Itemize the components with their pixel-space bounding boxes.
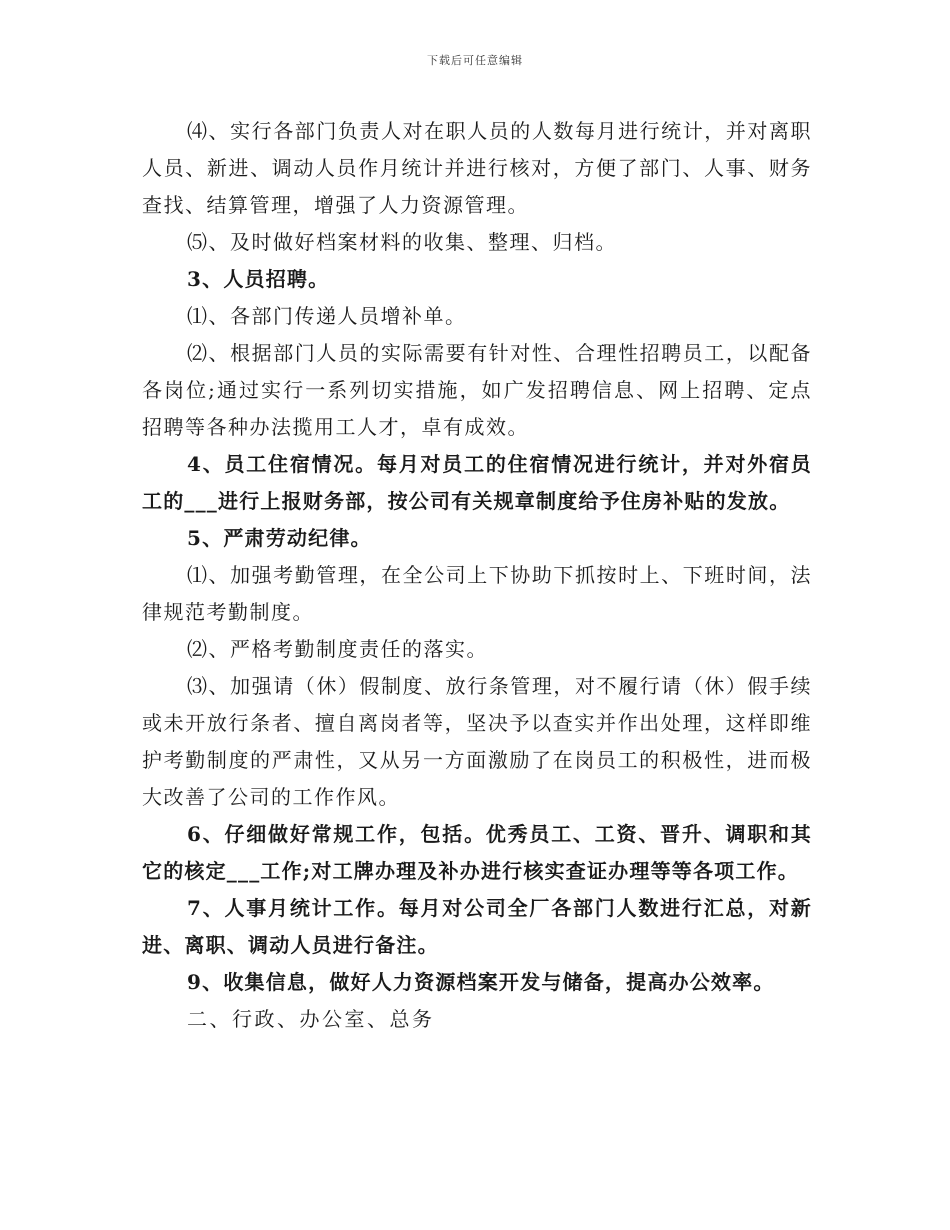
chapter-heading-administration: 二、行政、办公室、总务 bbox=[187, 1007, 435, 1031]
paragraph-1-attendance-management: ⑴、加强考勤管理，在全公司上下协助下抓按时上、下班时间，法律规范考勤制度。 bbox=[142, 563, 812, 624]
paragraph-1-staffing-request: ⑴、各部门传递人员增补单。 bbox=[187, 304, 467, 328]
section-heading-labor-discipline: 5、严肃劳动纪律。 bbox=[187, 526, 372, 550]
section-heading-information-collection: 9、收集信息，做好人力资源档案开发与储备，提高办公效率。 bbox=[187, 970, 775, 994]
section-heading-monthly-statistics: 7、人事月统计工作。每月对公司全厂各部门人数进行汇总，对新进、离职、调动人员进行备注。 bbox=[142, 896, 812, 957]
page-header: 下载后可任意编辑 bbox=[427, 54, 523, 67]
paragraph-3-leave-system: ⑶、加强请（休）假制度、放行条管理，对不履行请（休）假手续或未开放行条者、擅自离岗者等，坚决予以查实并作出处理，这样即维护考勤制度的严肃性，又从另一方面激励了在岗员工的积极性，进而极大改善了公司的工作作风。 bbox=[142, 674, 812, 809]
paragraph-5-archive-materials: ⑸、及时做好档案材料的收集、整理、归档。 bbox=[187, 230, 617, 254]
section-heading-accommodation: 4、员工住宿情况。每月对员工的住宿情况进行统计，并对外宿员工的___进行上报财务部，按公司有关规章制度给予住房补贴的发放。 bbox=[142, 452, 812, 513]
paragraph-4-monthly-statistics: ⑷、实行各部门负责人对在职人员的人数每月进行统计，并对离职人员、新进、调动人员作月统计并进行核对，方便了部门、人事、财务查找、结算管理，增强了人力资源管理。 bbox=[142, 119, 812, 217]
paragraph-2-targeted-recruitment: ⑵、根据部门人员的实际需要有针对性、合理性招聘员工，以配备各岗位;通过实行一系列切实措施，如广发招聘信息、网上招聘、定点招聘等各种办法揽用工人才，卓有成效。 bbox=[142, 341, 812, 439]
section-heading-routine-work: 6、仔细做好常规工作，包括。优秀员工、工资、晋升、调职和其它的核定___工作;对工牌办理及补办进行核实查证办理等等各项工作。 bbox=[142, 822, 812, 883]
section-heading-recruitment: 3、人员招聘。 bbox=[187, 267, 330, 291]
paragraph-2-attendance-responsibility: ⑵、严格考勤制度责任的落实。 bbox=[187, 637, 488, 661]
document-body bbox=[142, 113, 812, 1038]
